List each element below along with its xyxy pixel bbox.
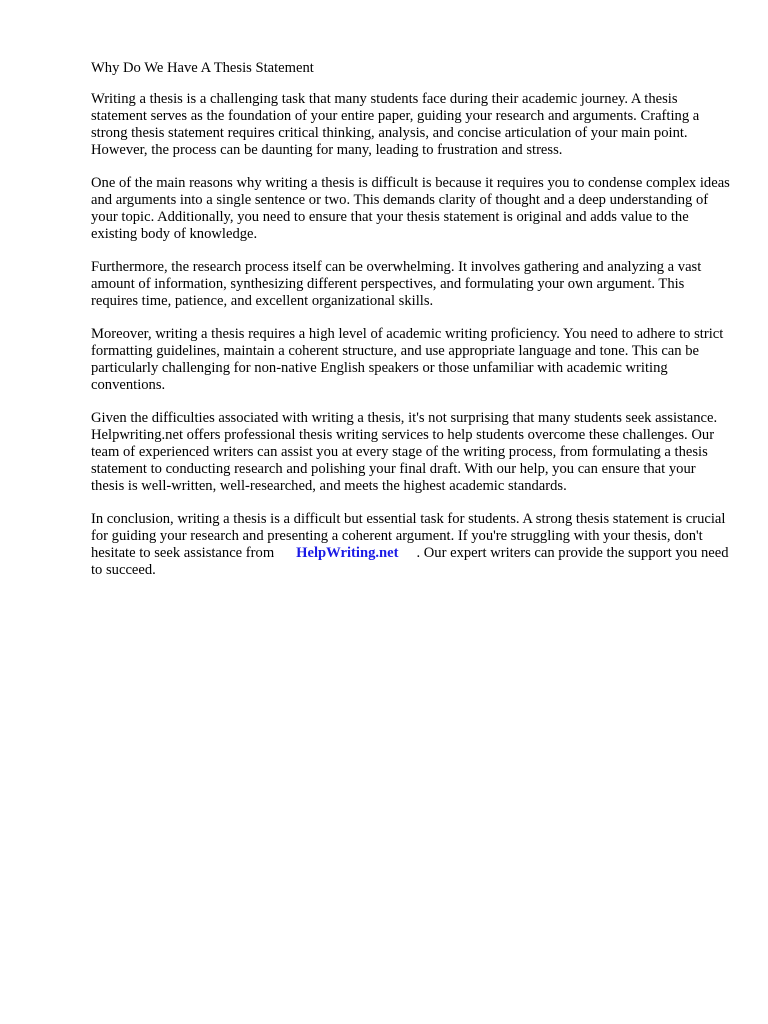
- conclusion-text-after: . Our expert writers can provide the support you need to succeed.: [91, 545, 729, 578]
- paragraph-conclusion: [91, 511, 731, 579]
- paragraph-proficiency: Moreover, writing a thesis requires a high level of academic writing proficiency. You need to adhere to strict formatting guidelines, maintain a coherent structure, and use appropriate language and tone. This can be particularly challenging for non-native English speakers or those unfamiliar with academic writing conventions.: [91, 326, 724, 393]
- paragraph-assistance: Given the difficulties associated with writing a thesis, it's not surprising that many students seek assistance. Helpwriting.net offers professional thesis writing services to help students overcome these challenges. Our team of experienced writers can assist you at every stage of the writing process, from formulating a thesis statement to conducting research and polishing your final draft. With our help, you can ensure that your thesis is well-written, well-researched, and meets the highest academic standards.: [91, 410, 718, 494]
- document-title: Why Do We Have A Thesis Statement: [91, 60, 314, 76]
- paragraph-research: Furthermore, the research process itself can be overwhelming. It involves gathering and analyzing a vast amount of information, synthesizing different perspectives, and formulating your own argument. This requires time, patience, and excellent organizational skills.: [91, 259, 702, 309]
- document-page: [91, 60, 731, 595]
- conclusion-text-before: In conclusion, writing a thesis is a difficult but essential task for students. A strong thesis statement is crucial for guiding your research and presenting a coherent argument. If you're struggling with your thesis, don't hesitate to seek assistance from: [91, 511, 726, 561]
- helpwriting-link[interactable]: HelpWriting.net: [296, 545, 399, 561]
- paragraph-intro: Writing a thesis is a challenging task that many students face during their academic journey. A thesis statement serves as the foundation of your entire paper, guiding your research and arguments. Crafting a strong thesis statement requires critical thinking, analysis, and concise articulation of your main point. However, the process can be daunting for many, leading to frustration and stress.: [91, 91, 700, 158]
- paragraph-difficulty: One of the main reasons why writing a thesis is difficult is because it requires you to condense complex ideas and arguments into a single sentence or two. This demands clarity of thought and a deep understanding of your topic. Additionally, you need to ensure that your thesis statement is original and adds value to the existing body of knowledge.: [91, 175, 730, 242]
